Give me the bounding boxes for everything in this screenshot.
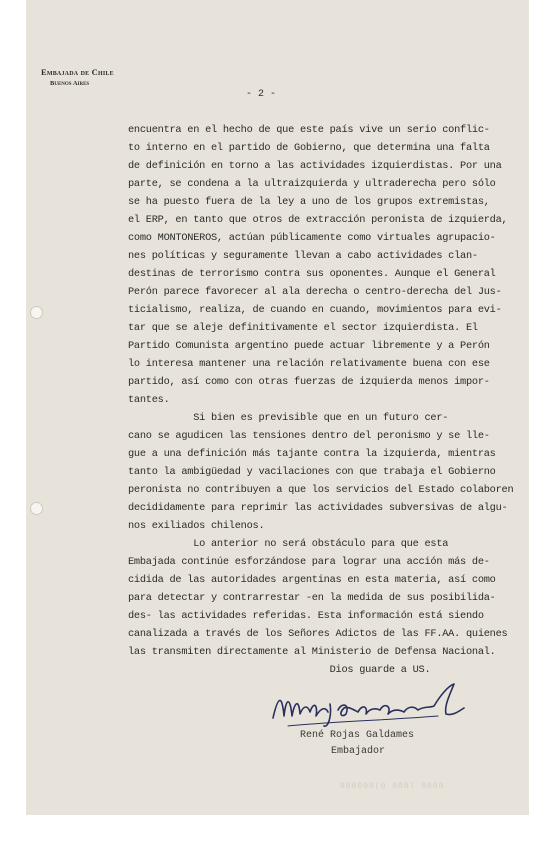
body-line: partido, así como con otras fuerzas de izquierda menos impor- (128, 376, 490, 388)
body-line: Embajada continúe esforzándose para lograr una acción más de- (128, 556, 490, 568)
body-line: destinas de terrorismo contra sus oponentes. Aunque el General (128, 268, 496, 280)
body-line: para detectar y contrarrestar -en la medida de sus posibilida- (128, 592, 496, 604)
punch-hole (30, 502, 43, 515)
punch-hole (30, 306, 43, 319)
body-line: ticialismo, realiza, de cuando en cuando, movimientos para evi- (128, 304, 502, 316)
body-line: tanto la ambigüedad y vacilaciones con que trabaja el Gobierno (128, 466, 496, 478)
body-line: peronista no contribuyen a que los servicios del Estado colaboren (128, 484, 514, 496)
body-line: canalizada a través de los Señores Adictos de las FF.AA. quienes (128, 628, 508, 640)
letterhead-org: Embajada de Chile (41, 67, 114, 77)
body-line: nos exiliados chilenos. (128, 520, 265, 532)
body-line: de definición en torno a las actividades izquierdistas. Por una (128, 160, 502, 172)
body-line: tar que se aleje definitivamente el sector izquierdista. El (128, 322, 478, 334)
faded-stamp: 000000(0 000l 0000 (340, 782, 445, 791)
body-line: se ha puesto fuera de la ley a uno de los grupos extremistas, (128, 196, 490, 208)
body-line: como MONTONEROS, actúan públicamente como virtuales agrupacio- (128, 232, 496, 244)
body-line: gue a una definición más tajante contra la izquierda, mientras (128, 448, 496, 460)
body-line: Si bien es previsible que en un futuro cer- (128, 412, 449, 424)
handwritten-signature (268, 676, 468, 736)
body-line: des- las actividades referidas. Esta información está siendo (128, 610, 484, 622)
body-line: cidida de las autoridades argentinas en esta materia, así como (128, 574, 496, 586)
body-line: Dios guarde a US. (128, 664, 431, 676)
body-line: to interno en el partido de Gobierno, que determina una falta (128, 142, 490, 154)
signatory-name: René Rojas Galdames (300, 730, 415, 741)
body-line: Lo anterior no será obstáculo para que esta (128, 538, 449, 550)
body-line: las transmiten directamente al Ministerio de Defensa Nacional. (128, 646, 496, 658)
page-number: - 2 - (246, 89, 277, 100)
body-line: Partido Comunista argentino puede actuar libremente y a Perón (128, 340, 490, 352)
body-line: nes políticas y seguramente llevan a cabo actividades clan- (128, 250, 478, 262)
body-line: Perón parece favorecer al ala derecha o centro-derecha del Jus- (128, 286, 502, 298)
body-line: el ERP, en tanto que otros de extracción peronista de izquierda, (128, 214, 508, 226)
body-line: lo interesa mantener una relación relativamente buena con ese (128, 358, 490, 370)
body-line: parte, se condena a la ultraizquierda y ultraderecha pero sólo (128, 178, 496, 190)
body-line: encuentra en el hecho de que este país vive un serio conflic- (128, 124, 490, 136)
body-line: decididamente para reprimir las actividades subversivas de algu- (128, 502, 508, 514)
letterhead-city: Buenos Aires (50, 80, 90, 87)
body-line: cano se agudicen las tensiones dentro del peronismo y se lle- (128, 430, 490, 442)
signatory-title: Embajador (331, 746, 386, 757)
body-line: tantes. (128, 394, 170, 406)
